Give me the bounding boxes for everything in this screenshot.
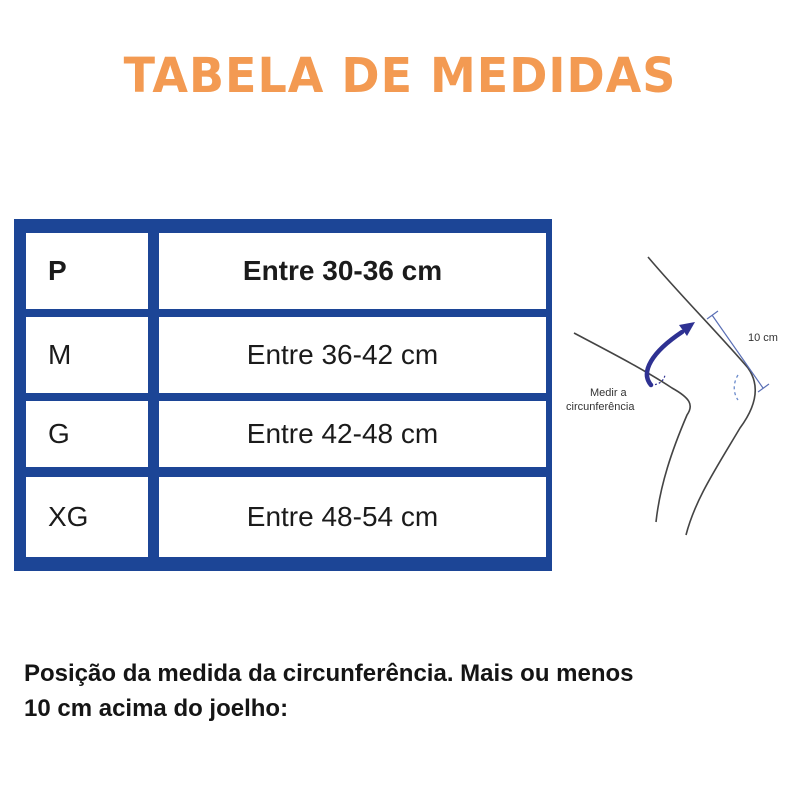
range-cell: Entre 30-36 cm (159, 233, 546, 309)
range-cell: Entre 36-42 cm (159, 317, 546, 393)
size-cell: P (26, 233, 148, 309)
table-row (22, 401, 544, 467)
size-cell: XG (26, 477, 148, 557)
table-row (22, 477, 544, 557)
measure-label-line2: circunferência (566, 401, 635, 413)
leg-outline-back (574, 333, 690, 522)
table-row (22, 317, 544, 393)
range-cell: Entre 48-54 cm (159, 477, 546, 557)
measure-label-line1: Medir a (590, 387, 627, 399)
distance-label: 10 cm (748, 332, 778, 344)
size-cell: M (26, 317, 148, 393)
measurement-instructions (24, 656, 794, 726)
instructions-line1: Posição da medida da circunferência. Mais ou menos (24, 660, 634, 687)
leg-outline-front (648, 257, 755, 535)
page-title: TABELA DE MEDIDAS (123, 46, 677, 104)
size-cell: G (26, 401, 148, 467)
table-row (22, 233, 544, 309)
kneecap-dashed (734, 375, 738, 400)
knee-diagram (555, 245, 800, 545)
size-table (14, 219, 552, 571)
instructions-line2: 10 cm acima do joelho: (24, 695, 289, 722)
range-cell: Entre 42-48 cm (159, 401, 546, 467)
